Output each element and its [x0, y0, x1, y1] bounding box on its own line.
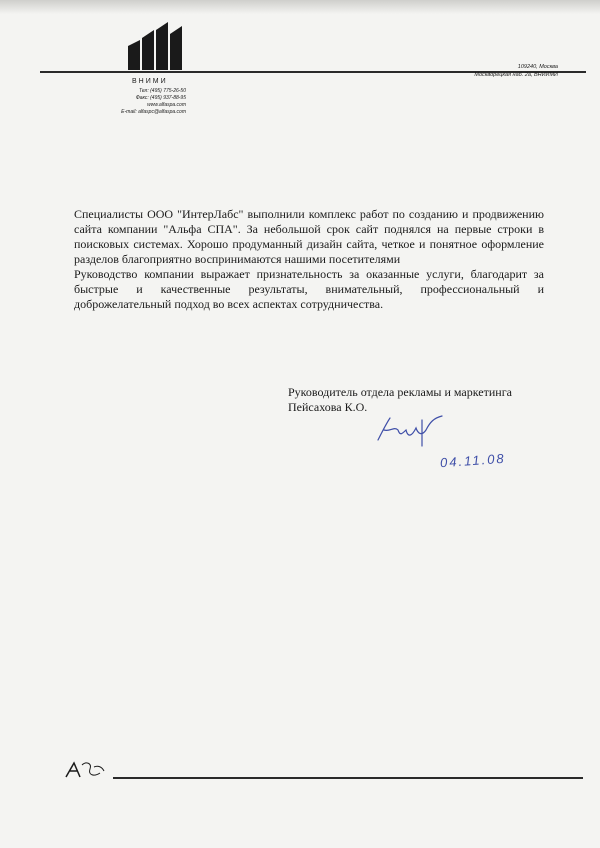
address-block	[474, 63, 558, 79]
vnimi-logo-icon	[128, 22, 190, 70]
footer-logo-icon	[64, 757, 108, 781]
contact-website: www.alfaspa.com	[147, 102, 186, 108]
org-name: ВНИМИ	[132, 78, 168, 85]
contact-phone: Тел: (495) 775-26-50	[139, 88, 186, 94]
signer-name: Пейсахова К.О.	[288, 400, 368, 414]
address-line: Москворецкая наб. 2а, ВНИИМИ	[474, 72, 558, 78]
signer-position: Руководитель отдела рекламы и маркетинга	[288, 385, 512, 399]
contact-email: E-mail: alfaspc@alfaspa.com	[121, 109, 186, 115]
contact-fax: Факс: (495) 937-88-95	[135, 95, 186, 101]
paragraph: Специалисты ООО "ИнтерЛабс" выполнили комплекс работ по созданию и продвижению сайта компании "Альфа СПА". За небольшой срок сайт поднялся на первые строки в поисковых системах. Хорошо продуманный дизайн сайта, четкое и понятное оформление разделов благоприятно воспринимаются нашими посетителями	[74, 207, 544, 266]
handwritten-date: 04.11.08	[439, 450, 507, 471]
scan-shadow	[0, 0, 600, 14]
footer-rule	[113, 777, 583, 779]
letter-body	[74, 207, 544, 312]
handwritten-signature	[372, 412, 452, 452]
address-line: 109240, Москва	[517, 64, 558, 70]
contacts-block	[66, 88, 186, 116]
signer-block	[288, 385, 512, 415]
paragraph: Руководство компании выражает признательность за оказанные услуги, благодарит за быстрые и качественные результаты, внимательный, профессиональный и доброжелательный подход во всех аспектах сотрудничества.	[74, 267, 544, 311]
